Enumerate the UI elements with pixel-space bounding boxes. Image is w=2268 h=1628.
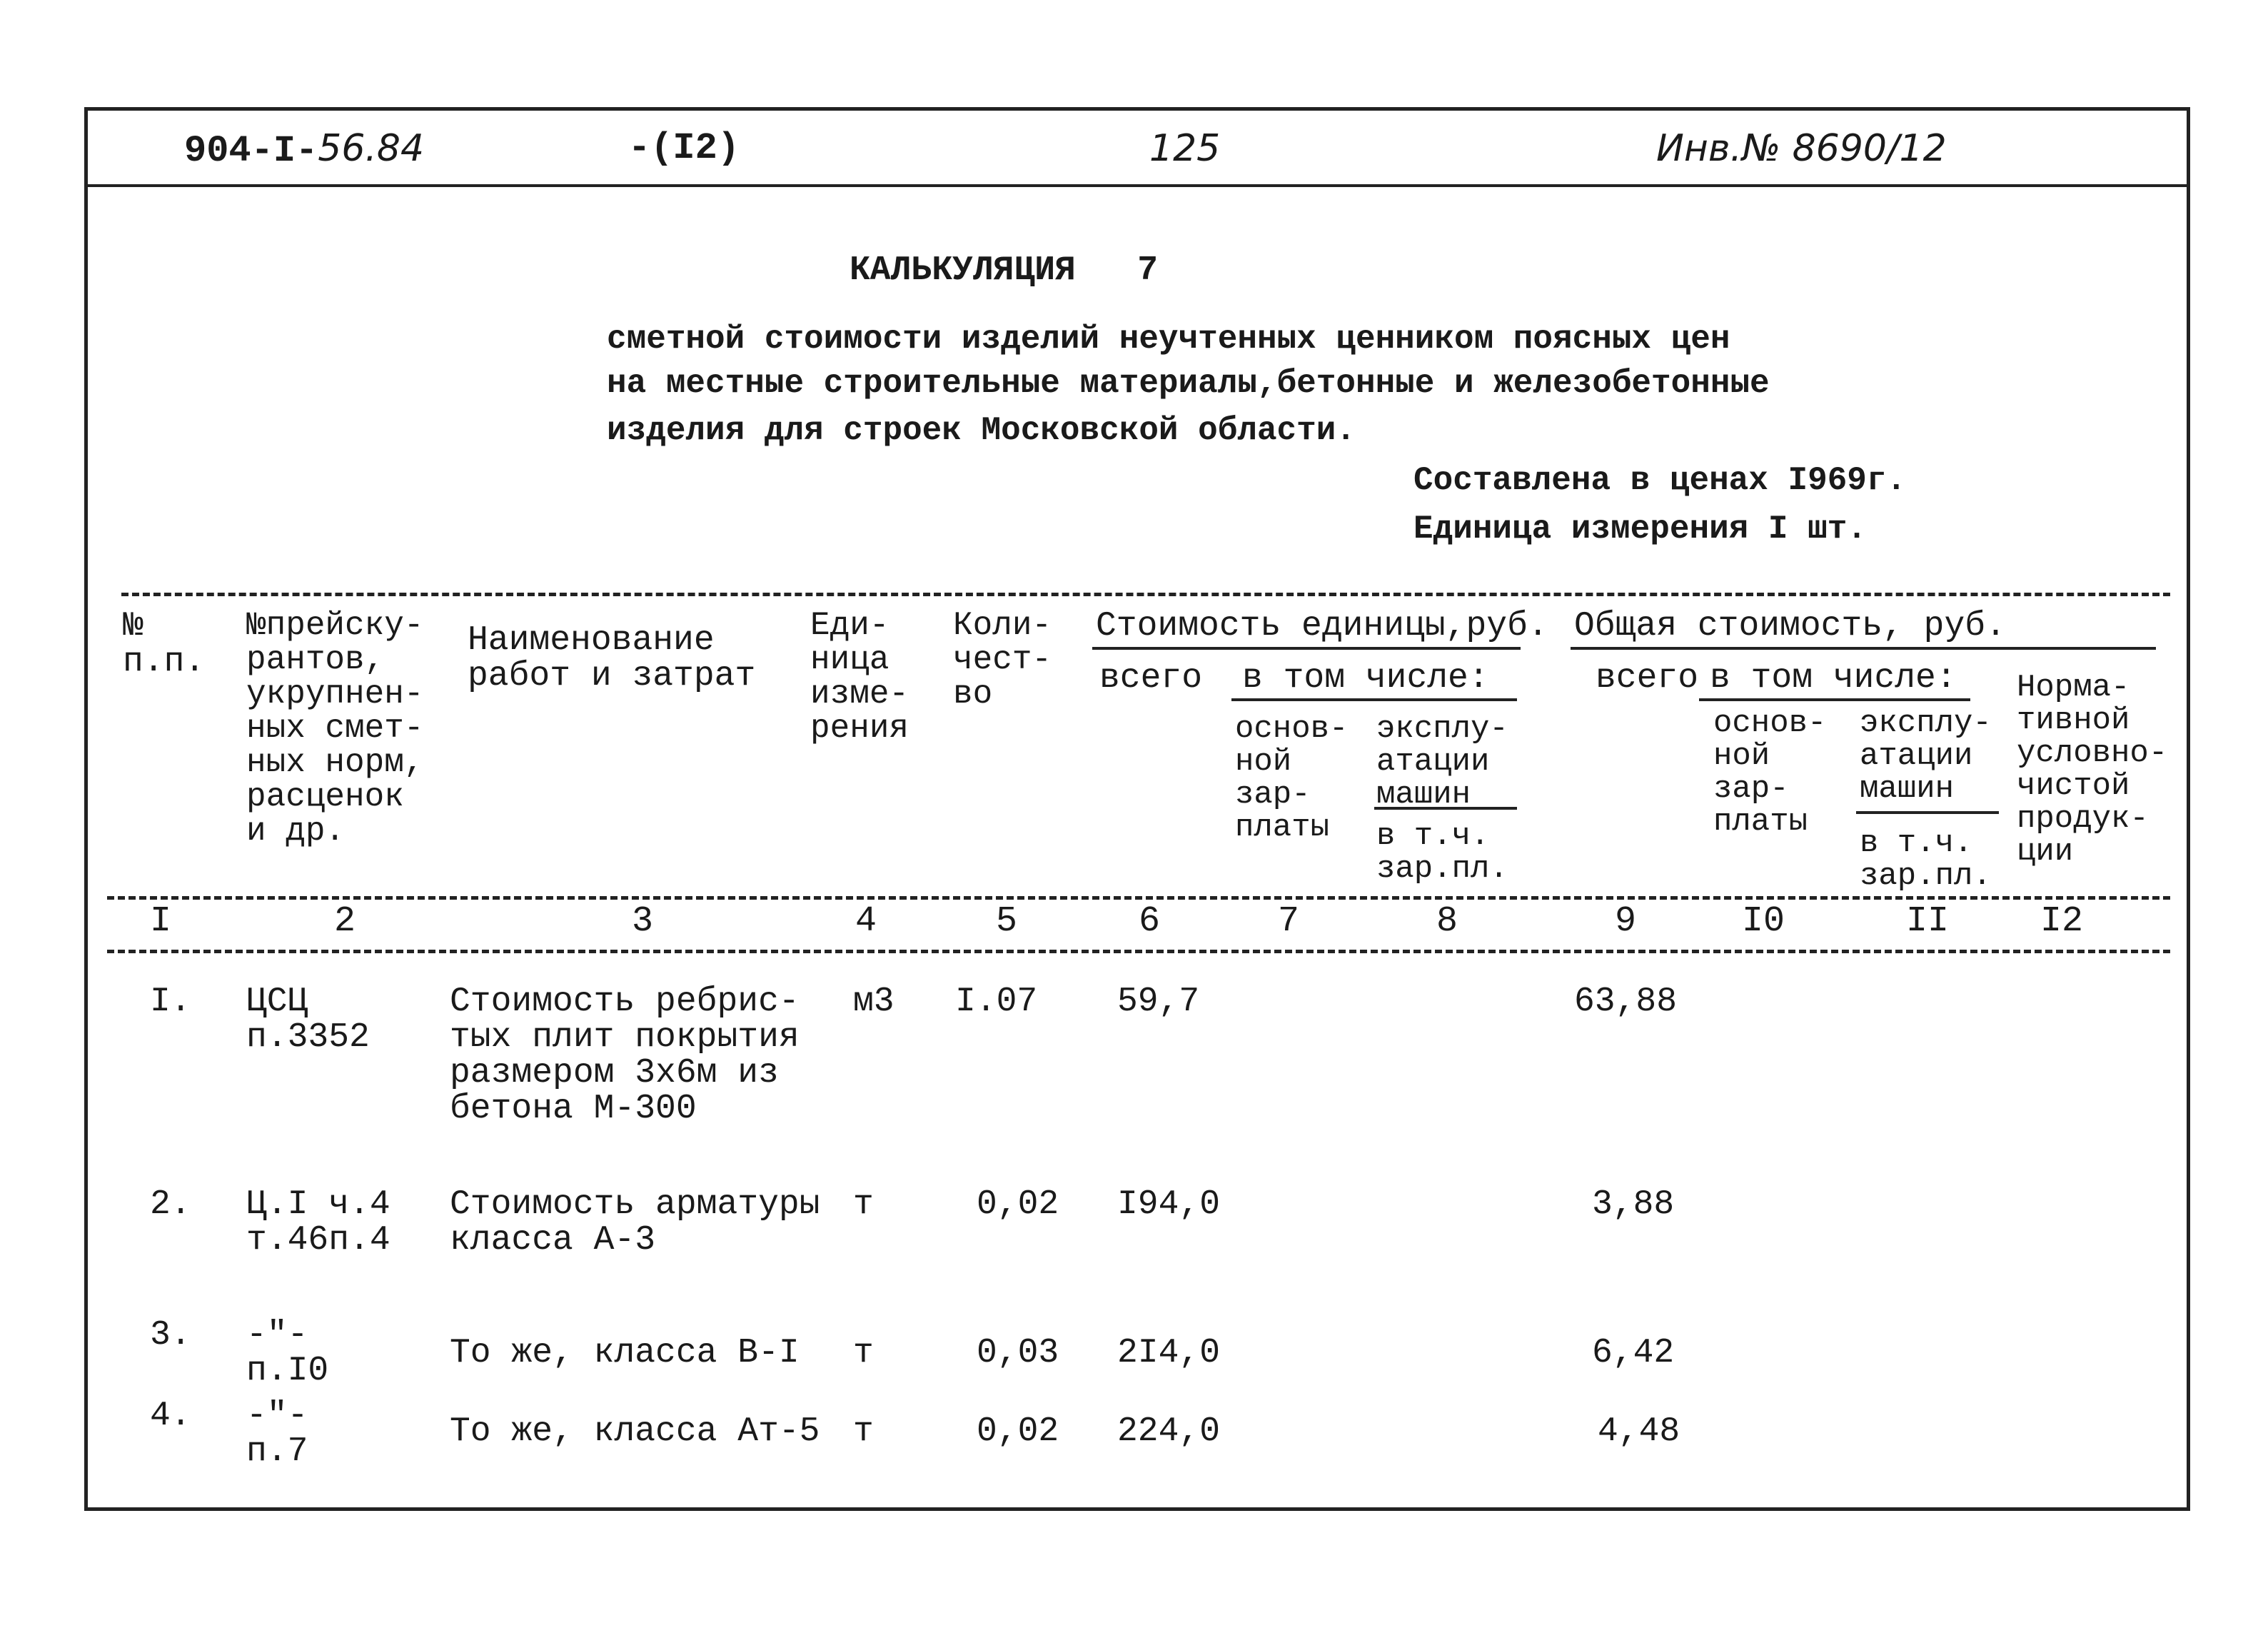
row-4-name: То же, класса Ат-5: [450, 1412, 820, 1451]
row-2-name: Стоимость арматуры класса А-3: [450, 1185, 820, 1260]
row-4-quantity: 0,02: [977, 1412, 1059, 1451]
header-total-machines: эксплу- атации машин: [1860, 705, 1992, 807]
title-line-3: изделия для строек Московской области.: [607, 412, 1356, 449]
title-line-2: на местные строительные материалы,бетонные и железобетонные: [607, 365, 1770, 402]
header-quantity: Коли- чест- во: [953, 607, 1052, 713]
price-basis: Составлена в ценах I969г.: [1413, 462, 1907, 499]
column-number: 4: [855, 901, 877, 942]
heading-text: КАЛЬКУЛЯЦИЯ: [850, 251, 1076, 290]
header-work-name: Наименование работ и затрат: [468, 621, 756, 695]
column-number: II: [1906, 901, 1950, 942]
header-total-total: всего: [1596, 659, 1699, 698]
column-number: I: [150, 901, 172, 942]
row-1-number: I.: [150, 983, 191, 1021]
row-3-name: То же, класса В-I: [450, 1334, 800, 1372]
column-number-rule: [107, 950, 2170, 953]
row-3-total: 6,42: [1592, 1334, 1675, 1372]
stamp-divider: [84, 184, 2190, 187]
header-total-base-wage: основ- ной зар- платы: [1713, 705, 1827, 840]
column-number: I0: [1742, 901, 1785, 942]
sheet-number: -(I2): [628, 127, 740, 169]
header-unit-incl: в том числе:: [1242, 659, 1489, 698]
unit-incl-underline: [1231, 698, 1517, 701]
row-2-quantity: 0,02: [977, 1185, 1059, 1224]
column-number: 7: [1278, 901, 1300, 942]
header-bottom-rule: [107, 896, 2170, 900]
row-3-number: 3.: [150, 1316, 191, 1355]
header-price-list-ref: №прейску- рантов, укрупнен- ных смет- ных норм, расценок и др.: [246, 607, 424, 850]
row-4-number: 4.: [150, 1397, 191, 1435]
column-number: 9: [1615, 901, 1637, 942]
row-3-unit: т: [853, 1334, 874, 1372]
row-4-unit: т: [853, 1412, 874, 1451]
heading-number: 7: [1137, 251, 1159, 290]
row-2-number: 2.: [150, 1185, 191, 1224]
row-1-ref: ЦСЦ п.3352: [246, 983, 370, 1057]
header-unit-base-wage: основ- ной зар- платы: [1235, 711, 1349, 845]
title-line-1: сметной стоимости изделий неучтенных ценником поясных цен: [607, 321, 1730, 358]
document-code-printed: 904-I-: [184, 130, 318, 172]
row-1-quantity: I.07: [955, 983, 1038, 1021]
row-3-ref: -"- п.I0: [246, 1316, 329, 1390]
column-number: 2: [334, 901, 356, 942]
row-4-total: 4,48: [1598, 1412, 1680, 1451]
header-total-machine-wage: в т.ч. зар.пл.: [1860, 825, 1992, 894]
column-number: I2: [2040, 901, 2084, 942]
row-3-quantity: 0,03: [977, 1334, 1059, 1372]
measurement-unit: Единица измерения I шт.: [1413, 511, 1867, 548]
document-code: [184, 127, 424, 172]
column-number: 3: [632, 901, 654, 942]
header-unit-machine-wage: в т.ч. зар.пл.: [1376, 818, 1508, 887]
row-2-ref: Ц.I ч.4 т.46п.4: [246, 1185, 390, 1260]
inventory-number: Инв.№ 8690/12: [1656, 127, 1947, 170]
document-code-handwritten: 56.84: [318, 127, 425, 170]
row-1-unit: м3: [853, 983, 894, 1021]
row-1-unit-price: 59,7: [1117, 983, 1200, 1021]
column-number: 5: [996, 901, 1018, 942]
row-3-unit-price: 2I4,0: [1117, 1334, 1221, 1372]
page-number: 125: [1149, 127, 1221, 170]
header-unit-machines: эксплу- атации машин: [1376, 711, 1508, 813]
row-4-unit-price: 224,0: [1117, 1412, 1221, 1451]
column-number: 8: [1436, 901, 1458, 942]
total-incl-underline: [1699, 698, 1970, 701]
header-net-product: Норма- тивной условно- чистой продук- ции: [2017, 670, 2168, 870]
row-4-ref: -"- п.7: [246, 1397, 308, 1471]
row-1-name: Стоимость ребрис- тых плит покрытия размером 3х6м из бетона М-300: [450, 983, 800, 1128]
document-heading: [850, 251, 1158, 290]
row-2-unit-price: I94,0: [1117, 1185, 1221, 1224]
header-total-cost: Общая стоимость, руб.: [1574, 607, 2006, 645]
unit-cost-underline: [1092, 647, 1521, 650]
header-unit-cost: Стоимость единицы,руб.: [1096, 607, 1548, 645]
column-number: 6: [1139, 901, 1161, 942]
row-2-total: 3,88: [1592, 1185, 1675, 1224]
total-cost-underline: [1571, 647, 2156, 650]
row-2-unit: т: [853, 1185, 874, 1224]
header-total-incl: в том числе:: [1710, 659, 1957, 698]
header-unit: Еди- ница изме- рения: [810, 607, 909, 747]
header-row-number: № п.п.: [123, 607, 206, 681]
row-1-total: 63,88: [1574, 983, 1678, 1021]
total-machines-underline: [1856, 811, 1999, 814]
header-unit-total: всего: [1099, 659, 1203, 698]
table-top-rule: [121, 593, 2170, 596]
